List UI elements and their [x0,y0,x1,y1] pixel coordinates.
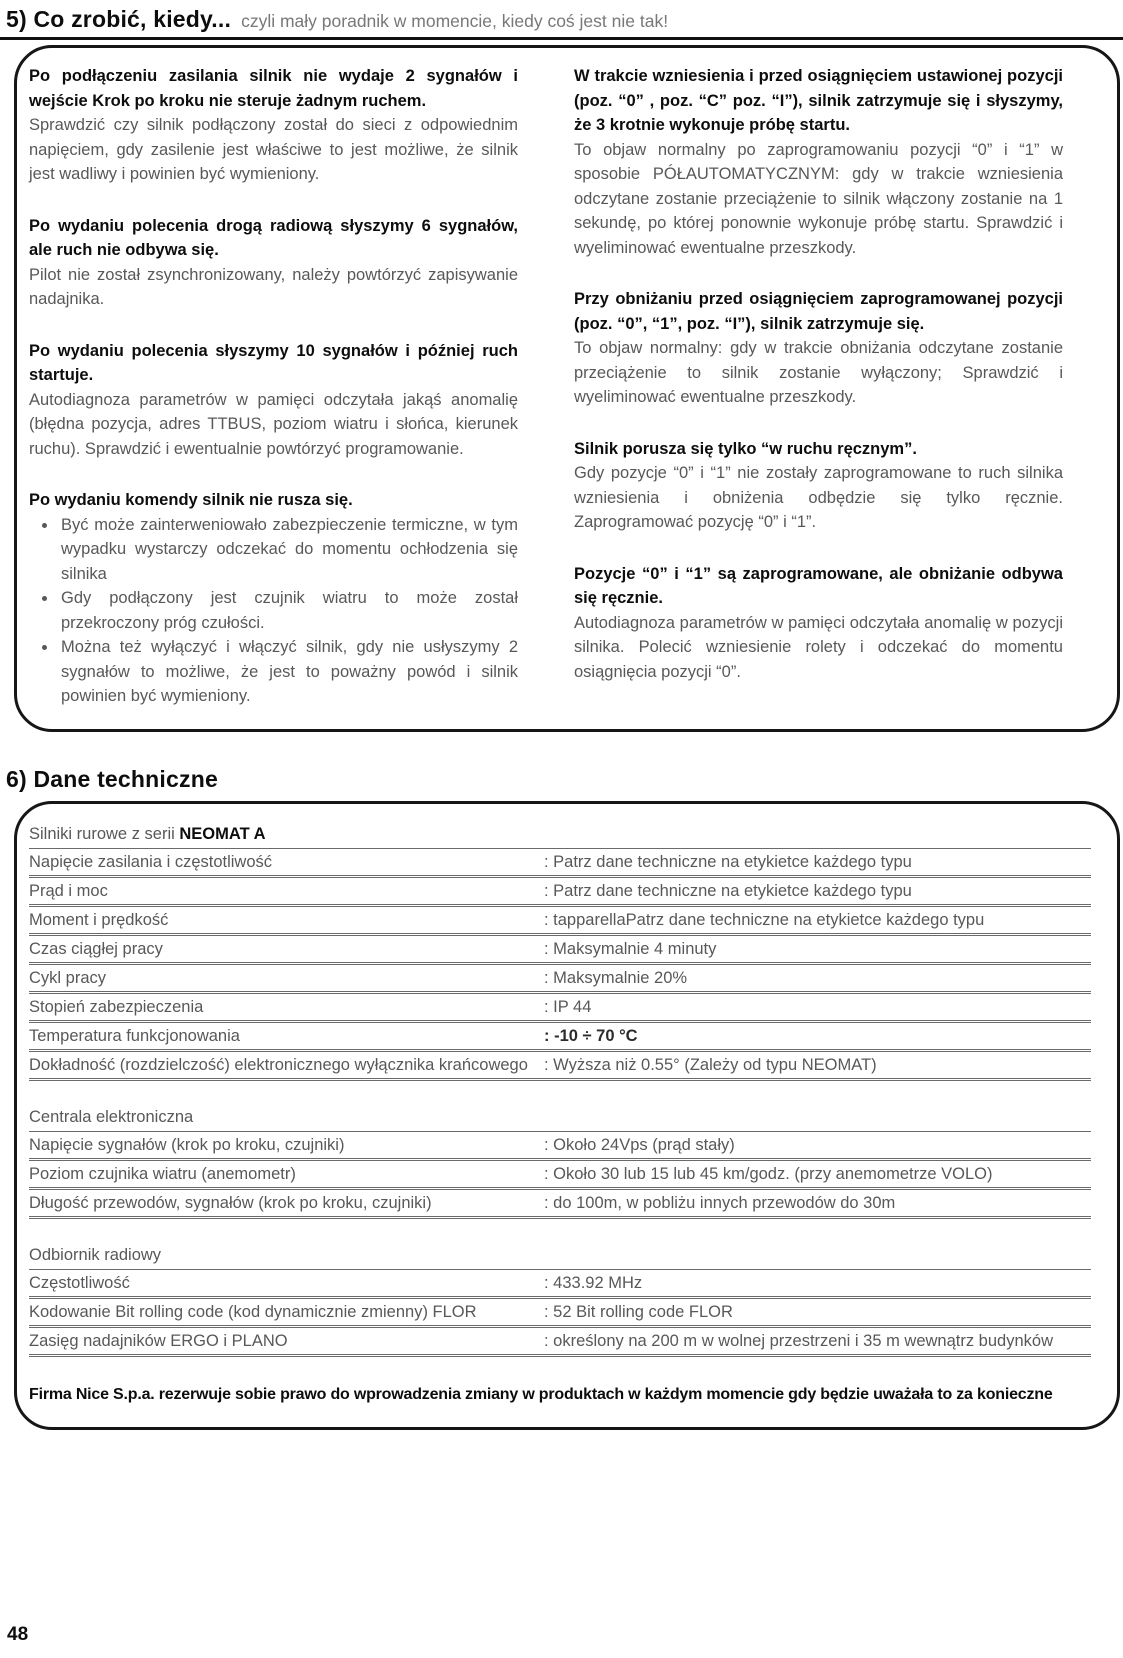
tech-row-label: Zasięg nadajników ERGO i PLANO [29,1331,288,1350]
issue-heading: Po podłączeniu zasilania silnik nie wydaje 2 sygnałów i wejście Krok po kroku nie steruje żadnym ruchem. [29,67,518,110]
tech-row-value: : Około 24Vps (prąd stały) [544,1135,735,1154]
issue-heading: Po wydaniu polecenia drogą radiową słyszymy 6 sygnałów, ale ruch nie odbywa się. [29,216,518,259]
technical-data-groups [29,824,1091,1357]
troubleshooting-column [29,64,518,709]
tech-group-header-text: Centrala elektroniczna [29,1107,194,1126]
issue-bullet-list [29,513,518,709]
tech-row-label: Częstotliwość [29,1273,130,1292]
tech-row-value: : określony na 200 m w wolnej przestrzeni i 35 m wewnątrz budynków [544,1331,1053,1350]
tech-group [29,1245,1091,1357]
tech-group-header-text: Silniki rurowe z serii [29,824,180,843]
tech-row-label: Napięcie sygnałów (krok po kroku, czujniki) [29,1135,345,1154]
tech-row-value: : tapparellaPatrz dane techniczne na etykietce każdego typu [544,910,985,929]
tech-row-value: : 52 Bit rolling code FLOR [544,1302,733,1321]
tech-group [29,1107,1091,1219]
tech-row [29,880,1091,907]
tech-row-label: Kodowanie Bit rolling code (kod dynamicznie zmienny) FLOR [29,1302,477,1321]
issue-heading: Po wydaniu polecenia słyszymy 10 sygnałów i później ruch startuje. [29,341,518,384]
issue-paragraph: To objaw normalny po zaprogramowaniu pozycji “0” i “1” w sposobie PÓŁAUTOMATYCZNYM: gdy w trakcie wzniesienia odczytane zostanie przeciążenie to silnik włączony zostanie na 1 sekundę, po której ponownie wykonuje próbę startu. Sprawdzić i wyeliminować ewentualne przeszkody. [574,140,1063,257]
section6-title: 6) Dane techniczne [6,765,218,792]
tech-row-value: : -10 ÷ 70 °C [544,1026,638,1045]
issue-paragraph: To objaw normalny: gdy w trakcie obniżania odczytane zostanie przeciążenie to silnik zostanie wyłączony; Sprawdzić i wyeliminować ewentualne przeszkody. [574,339,1063,406]
tech-row [29,1301,1091,1328]
tech-row-label: Temperatura funkcjonowania [29,1026,240,1045]
tech-row [29,1163,1091,1190]
tech-row-label: Poziom czujnika wiatru (anemometr) [29,1164,296,1183]
tech-row-label: Czas ciągłej pracy [29,939,163,958]
page-number: 48 [7,1624,29,1645]
tech-row [29,967,1091,994]
tech-row [29,1192,1091,1219]
issue-block [574,287,1063,410]
tech-row-value: : Około 30 lub 15 lub 45 km/godz. (przy anemometrze VOLO) [544,1164,993,1183]
issue-block [29,339,518,462]
tech-row-value: : Maksymalnie 4 minuty [544,939,717,958]
tech-group-header [29,1107,1091,1132]
issue-paragraph: Autodiagnoza parametrów w pamięci odczytała jakąś anomalię (błędna pozycja, adres TTBUS, poziom wiatru i słońca, kierunek ruchu). Sprawdzić i ewentualnie powtórzyć programowanie. [29,390,518,458]
tech-row [29,1054,1091,1081]
tech-row-label: Dokładność (rozdzielczość) elektronicznego wyłącznika krańcowego [29,1055,528,1074]
tech-group-header-text: Odbiornik radiowy [29,1245,162,1264]
section5-subtitle: czyli mały poradnik w momencie, kiedy coś jest nie tak! [241,11,669,31]
tech-row-label: Napięcie zasilania i częstotliwość [29,852,273,871]
tech-group [29,824,1091,1081]
tech-row [29,1330,1091,1357]
tech-row-value: : Maksymalnie 20% [544,968,688,987]
issue-block [574,437,1063,535]
issue-bullet: • Można też wyłączyć i włączyć silnik, gdy nie usłyszymy 2 sygnałów to możliwe, że jest to poważny powód i silnik powinien być wymieniony. [58,635,518,709]
technical-data-footer: Firma Nice S.p.a. rezerwuje sobie prawo do wprowadzenia zmiany w produktach w każdym momencie gdy będzie uważała to za konieczne [29,1385,1053,1403]
tech-row-value: : Patrz dane techniczne na etykietce każdego typu [544,852,912,871]
tech-row [29,1134,1091,1161]
issue-heading: W trakcie wzniesienia i przed osiągnięciem ustawionej pozycji (poz. “0” , poz. “C” poz. “I”), silnik zatrzymuje się i słyszymy, że 3 krotnie wykonuje próbę startu. [574,67,1063,134]
tech-row-label: Długość przewodów, sygnałów (krok po kroku, czujniki) [29,1193,432,1212]
issue-bullet: • Gdy podłączony jest czujnik wiatru to może został przekroczony próg czułości. [58,586,518,635]
section5-title: 5) Co zrobić, kiedy... [6,6,232,32]
tech-group-header-bold: NEOMAT A [179,824,266,843]
troubleshooting-box [14,45,1120,732]
tech-row [29,909,1091,936]
tech-row-label: Cykl pracy [29,968,107,987]
issue-paragraph: Sprawdzić czy silnik podłączony został do sieci z odpowiednim napięciem, gdy zasilenie jest właściwe to jest możliwe, że silnik jest wadliwy i powinien być wymieniony. [29,116,518,183]
tech-row-value: : 433.92 MHz [544,1273,643,1292]
tech-row-value: : Patrz dane techniczne na etykietce każdego typu [544,881,912,900]
tech-row [29,1272,1091,1299]
tech-row-label: Moment i prędkość [29,910,169,929]
issue-paragraph: Pilot nie został zsynchronizowany, należy powtórzyć zapisywanie nadajnika. [29,265,518,308]
tech-row-value: : do 100m, w pobliżu innych przewodów do 30m [544,1193,896,1212]
issue-heading: Po wydaniu komendy silnik nie rusza się. [29,491,353,509]
issue-block [29,64,518,187]
issue-block [29,214,518,312]
issue-block [29,488,518,709]
tech-row-value: : Wyższa niż 0.55° (Zależy od typu NEOMAT) [544,1055,877,1074]
issue-heading: Pozycje “0” i “1” są zaprogramowane, ale obniżanie odbywa się ręcznie. [574,564,1063,607]
tech-row [29,1025,1091,1052]
issue-block [574,562,1063,685]
section5-header [0,0,1123,40]
issue-heading: Silnik porusza się tylko “w ruchu ręcznym”. [574,439,917,458]
tech-row [29,938,1091,965]
issue-paragraph: Autodiagnoza parametrów w pamięci odczytała anomalię w pozycji silnika. Polecić wzniesienie rolety i odczekać do momentu osiągnięcia pozycji “0”. [574,613,1063,681]
tech-group-header [29,824,1091,849]
troubleshooting-columns [29,64,1063,709]
tech-row-label: Prąd i moc [29,881,108,900]
tech-group-header [29,1245,1091,1270]
tech-row-label: Stopień zabezpieczenia [29,997,204,1016]
issue-block [574,64,1063,260]
troubleshooting-column [574,64,1063,709]
issue-heading: Przy obniżaniu przed osiągnięciem zaprogramowanej pozycji (poz. “0”, “1”, poz. “I”), silnik zatrzymuje się. [574,290,1063,333]
tech-row-value: : IP 44 [544,997,592,1016]
issue-paragraph: Gdy pozycje “0” i “1” nie zostały zaprogramowane to ruch silnika wzniesienia i obniżenia odbędzie się tylko ręcznie. Zaprogramować pozycję “0” i “1”. [574,464,1063,531]
technical-data-box [14,801,1120,1430]
tech-row [29,851,1091,878]
issue-bullet: • Być może zainterweniowało zabezpieczenie termiczne, w tym wypadku wystarczy odczekać do momentu ochłodzenia się silnika [58,513,518,587]
tech-row [29,996,1091,1023]
